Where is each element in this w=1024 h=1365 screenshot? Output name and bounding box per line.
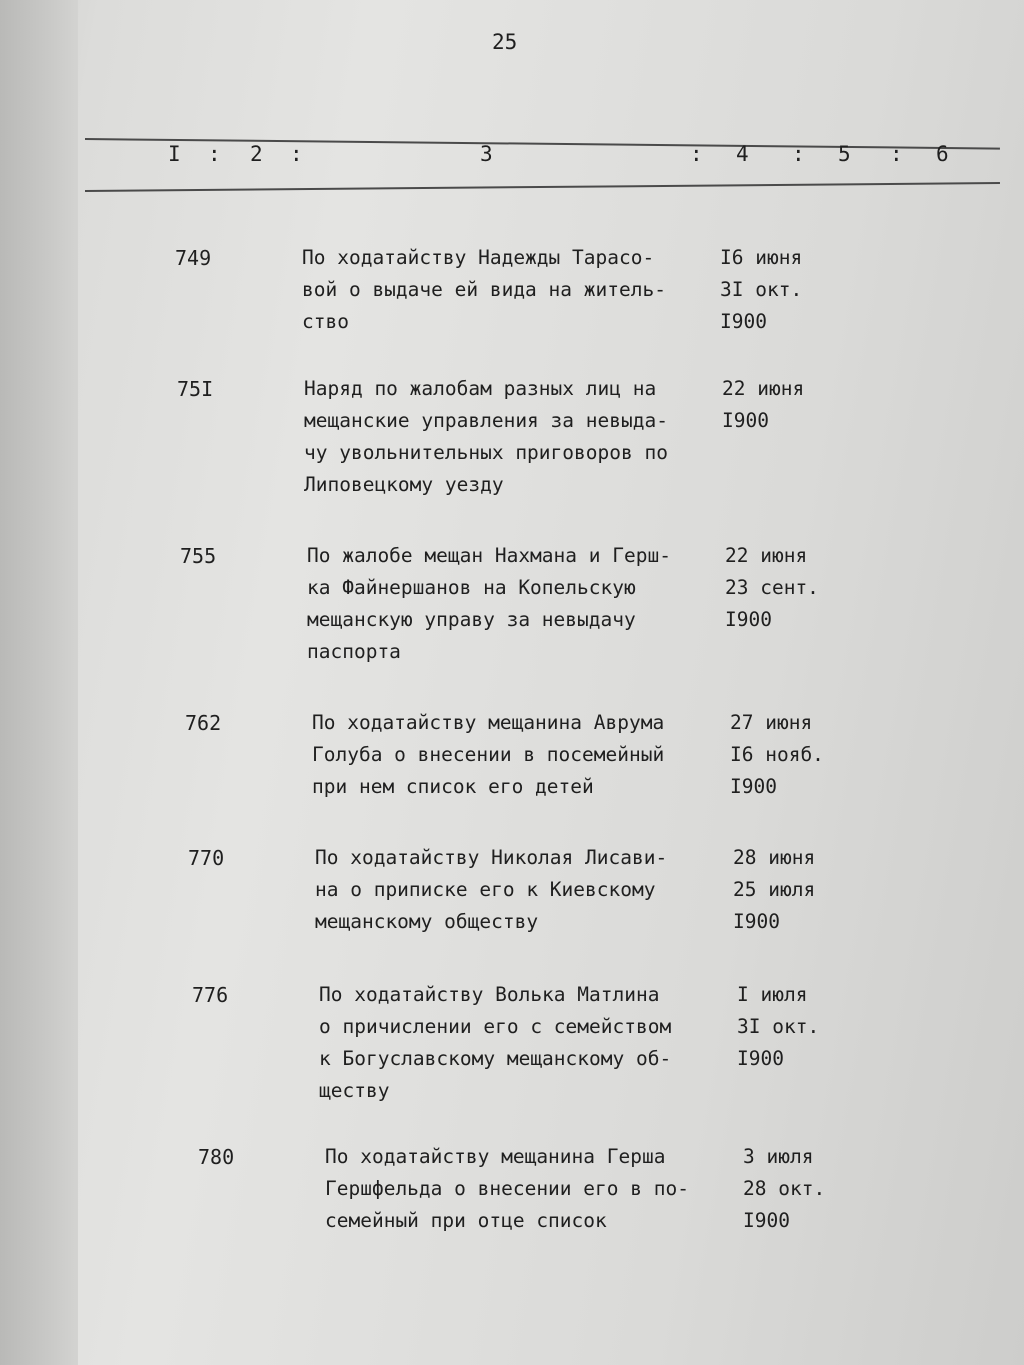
date-line: 3 июля (743, 1145, 814, 1168)
entry-description (325, 1141, 745, 1237)
description-line: при нем список его детей (312, 775, 594, 798)
column-header-2: 2 (250, 142, 263, 166)
column-header-4: 4 (736, 142, 749, 166)
description-line: По ходатайству мещанина Аврума (312, 711, 665, 734)
column-separator: : (890, 142, 903, 166)
date-line: I июля (737, 983, 808, 1006)
column-separator: : (290, 142, 303, 166)
entry-dates (743, 1141, 883, 1237)
description-line: мещанскую управу за невыдачу (307, 608, 636, 631)
description-line: о причислении его с семейством (319, 1015, 672, 1038)
description-line: ка Файнершанов на Копельскую (307, 576, 636, 599)
date-line: 27 июня (730, 711, 813, 734)
entry-number: 75I (177, 377, 214, 401)
entry-dates (733, 842, 873, 938)
entry-dates (720, 242, 860, 338)
entry-number: 776 (192, 983, 229, 1007)
description-line: ство (302, 310, 349, 333)
description-line: По жалобе мещан Нахмана и Герш- (307, 544, 671, 567)
date-line: 3I окт. (737, 1015, 820, 1038)
column-separator: : (690, 142, 703, 166)
entry-number: 780 (198, 1145, 235, 1169)
column-separator: : (208, 142, 221, 166)
column-header-5: 5 (838, 142, 851, 166)
date-line: 3I окт. (720, 278, 803, 301)
date-line: I6 июня (720, 246, 803, 269)
description-line: семейный при отце список (325, 1209, 607, 1232)
date-line: 28 окт. (743, 1177, 826, 1200)
description-line: Липовецкому уезду (304, 473, 504, 496)
date-line: 25 июля (733, 878, 816, 901)
date-line: I900 (737, 1047, 784, 1070)
description-line: вой о выдаче ей вида на житель- (302, 278, 666, 301)
description-line: мещанскому обществу (315, 910, 539, 933)
header-rule-bottom (85, 182, 1000, 192)
date-line: I900 (722, 409, 769, 432)
description-line: По ходатайству мещанина Герша (325, 1145, 666, 1168)
entry-description (307, 540, 727, 668)
description-line: Наряд по жалобам разных лиц на (304, 377, 657, 400)
date-line: I900 (720, 310, 767, 333)
description-line: Голуба о внесении в посемейный (312, 743, 665, 766)
description-line: на о приписке его к Киевскому (315, 878, 656, 901)
entry-description (319, 979, 739, 1107)
description-line: паспорта (307, 640, 401, 663)
description-line: мещанские управления за невыда- (304, 409, 668, 432)
description-line: ществу (319, 1079, 390, 1102)
date-line: I900 (730, 775, 777, 798)
column-separator: : (792, 142, 805, 166)
date-line: I6 нояб. (730, 743, 824, 766)
date-line: 28 июня (733, 846, 816, 869)
page-number: 25 (492, 30, 518, 54)
entry-description (302, 242, 722, 338)
description-line: По ходатайству Волька Матлина (319, 983, 660, 1006)
date-line: I900 (743, 1209, 790, 1232)
date-line: 22 июня (722, 377, 805, 400)
entry-number: 770 (188, 846, 225, 870)
description-line: к Богуславскому мещанскому об- (319, 1047, 672, 1070)
entry-dates (730, 707, 870, 803)
entry-number: 749 (175, 246, 212, 270)
description-line: По ходатайству Надежды Тарасо- (302, 246, 655, 269)
column-header-3: 3 (480, 142, 493, 166)
description-line: чу увольнительных приговоров по (304, 441, 668, 464)
description-line: Гершфельда о внесении его в по- (325, 1177, 689, 1200)
entry-dates (722, 373, 862, 437)
entry-description (312, 707, 732, 803)
entry-number: 762 (185, 711, 222, 735)
entry-number: 755 (180, 544, 217, 568)
book-spine-shadow (0, 0, 78, 1365)
date-line: I900 (725, 608, 772, 631)
entry-dates (725, 540, 865, 636)
entry-description (304, 373, 724, 501)
column-header-6: 6 (936, 142, 949, 166)
column-header-1: I (168, 142, 181, 166)
date-line: 22 июня (725, 544, 808, 567)
entry-description (315, 842, 735, 938)
description-line: По ходатайству Николая Лисави- (315, 846, 668, 869)
entry-dates (737, 979, 877, 1075)
date-line: I900 (733, 910, 780, 933)
column-header-row (168, 142, 968, 176)
date-line: 23 сент. (725, 576, 819, 599)
